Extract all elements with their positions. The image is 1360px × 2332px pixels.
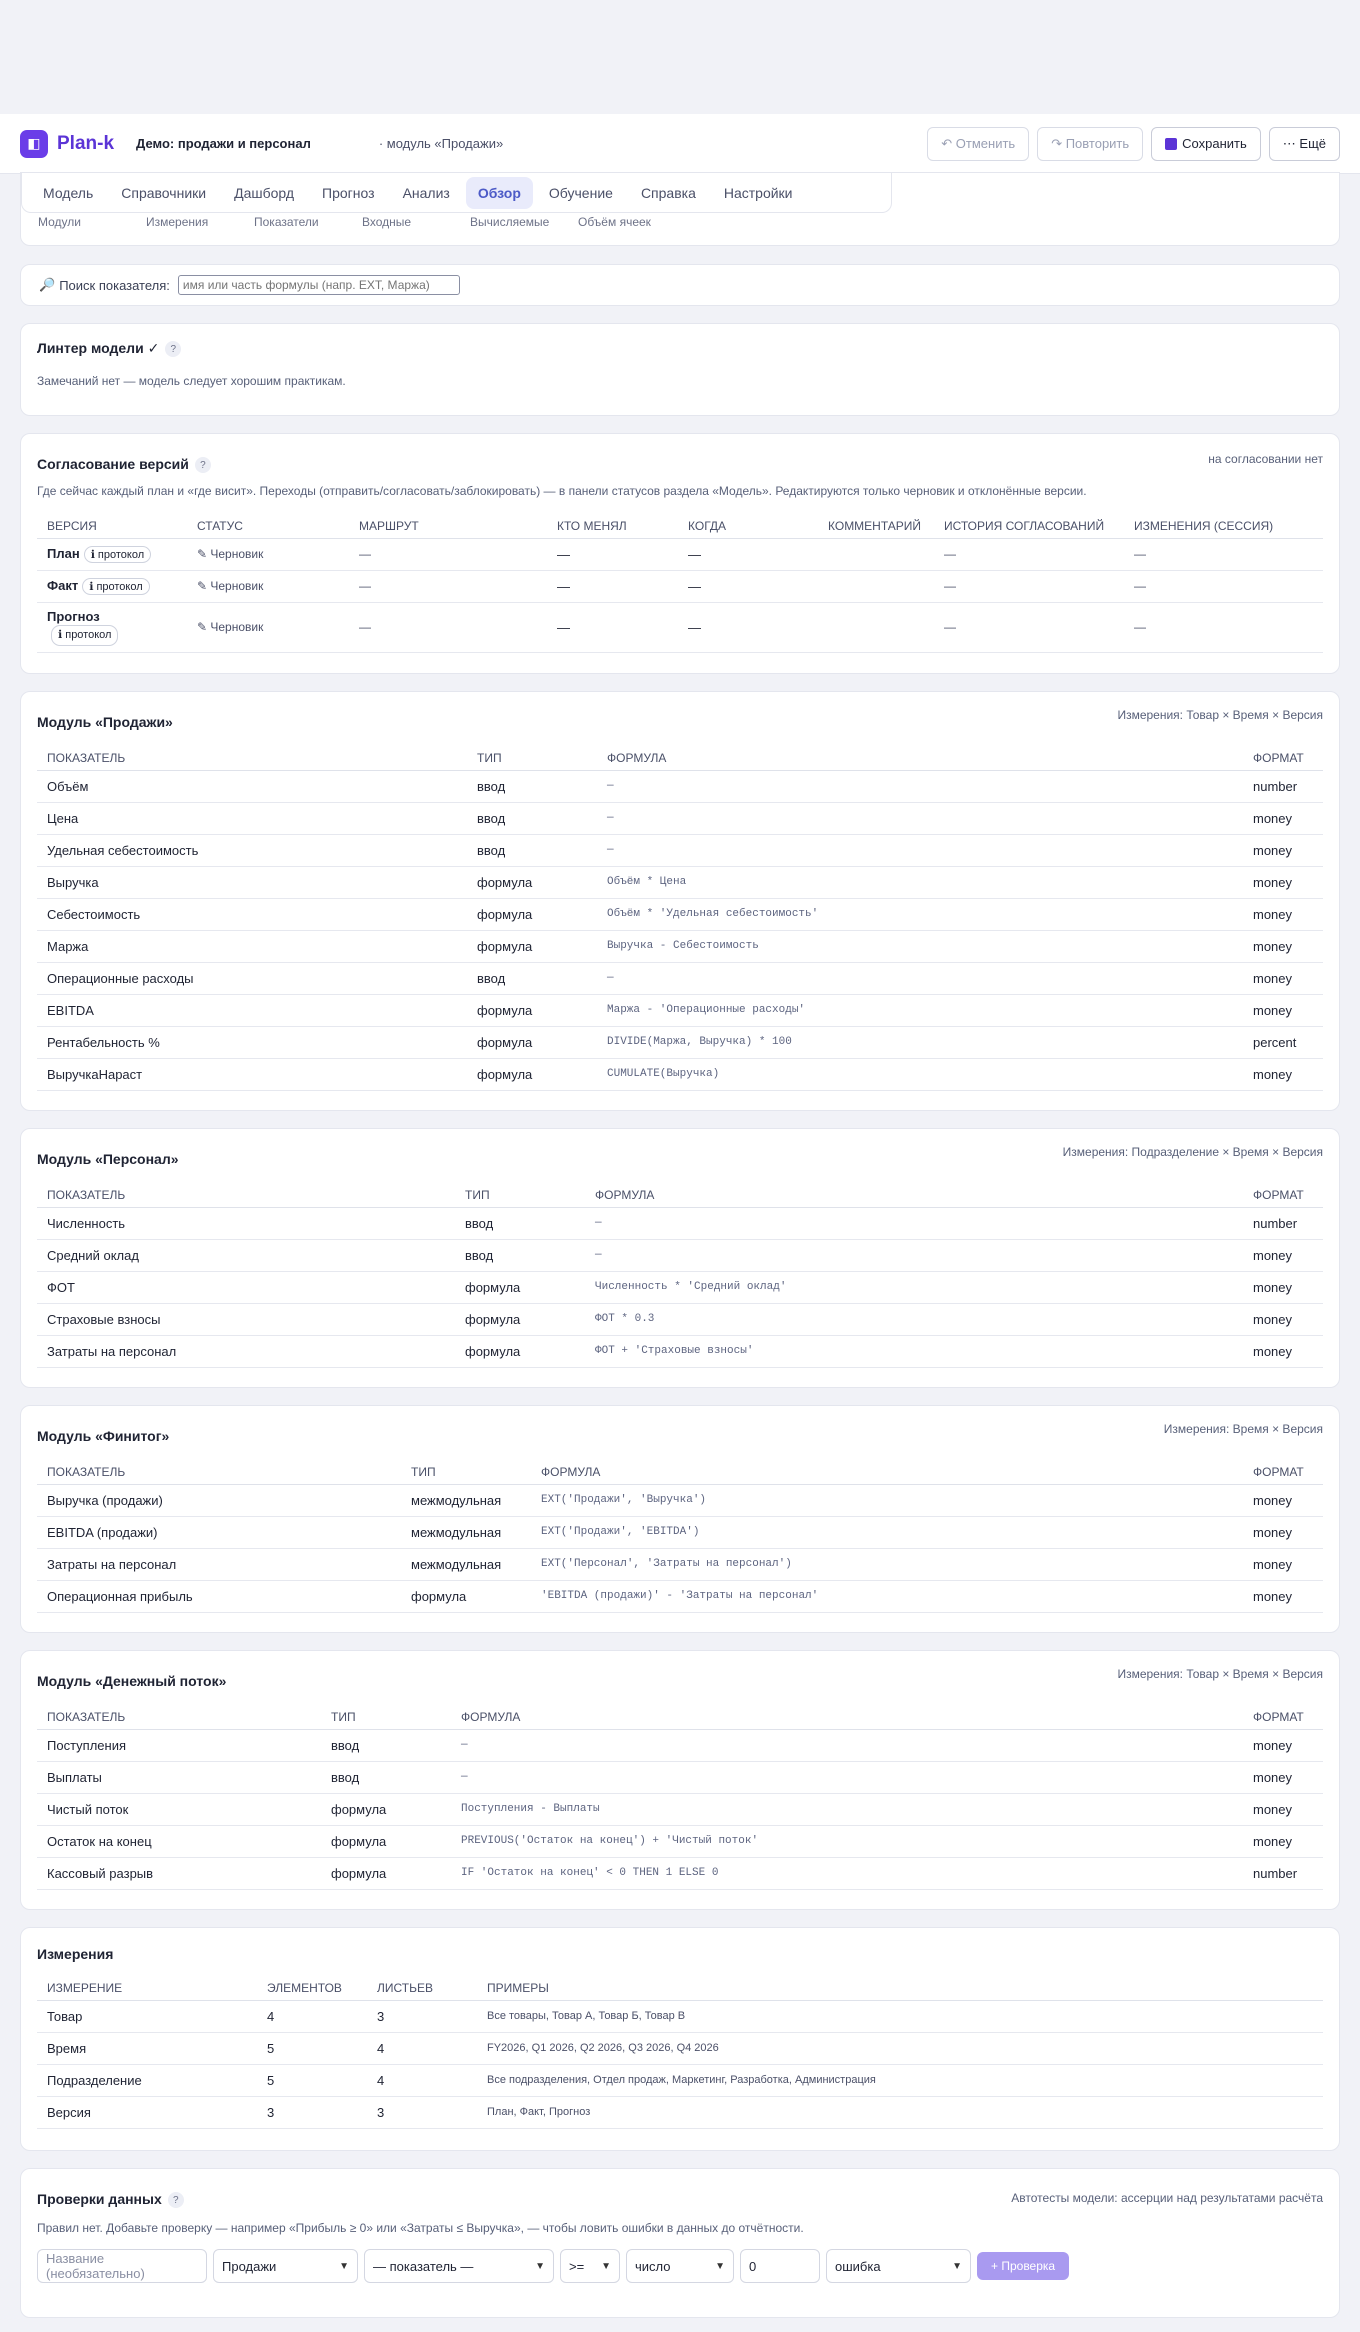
col-version: ВЕРСИЯ — [37, 514, 187, 538]
top-spacer — [0, 0, 1360, 114]
help-icon[interactable]: ? — [195, 457, 211, 473]
metric-formula: ФОТ * 0.3 — [585, 1303, 1243, 1335]
versions-description: Где сейчас каждый план и «где висит». Переходы (отправить/согласовать/заблокировать) — в панели статусов раздела «Модель». Редактируются только черновик и отклонённые версии. — [37, 484, 1087, 498]
chevron-down-icon: ▼ — [339, 2260, 349, 2272]
versions-pending-note: на согласовании нет — [1208, 452, 1323, 466]
metric-format: money — [1243, 1761, 1323, 1793]
protocol-badge[interactable]: ℹ протокол — [82, 578, 149, 595]
metric-type: ввод — [467, 802, 597, 834]
module-dimensions: Измерения: Товар × Время × Версия — [1117, 1667, 1323, 1681]
col-format: ФОРМАТ — [1243, 1183, 1323, 1207]
overview-subnav — [38, 215, 686, 229]
value-kind-select[interactable] — [626, 2249, 734, 2283]
metric-formula: — — [585, 1239, 1243, 1271]
col-dimension: ИЗМЕРЕНИЕ — [37, 1976, 257, 2000]
table-row[interactable] — [37, 866, 1323, 898]
metric-name: Удельная себестоимость — [37, 834, 467, 866]
metric-format: money — [1243, 930, 1323, 962]
metric-format: money — [1243, 994, 1323, 1026]
metric-formula: Объём * Цена — [597, 866, 1243, 898]
search-input[interactable] — [178, 275, 460, 295]
subnav-cell-volume[interactable]: Объём ячеек — [578, 215, 651, 229]
redo-button[interactable]: ↷ Повторить — [1037, 127, 1143, 161]
metrics-table — [37, 746, 1323, 1091]
dimensions-table — [37, 1976, 1323, 2129]
table-row — [37, 2064, 1323, 2096]
metric-name: Поступления — [37, 1729, 321, 1761]
module-select[interactable] — [213, 2249, 358, 2283]
metric-name: Объём — [37, 770, 467, 802]
metric-type: формула — [455, 1335, 585, 1367]
header-actions — [927, 127, 1340, 161]
metric-name: ФОТ — [37, 1271, 455, 1303]
subnav-metrics[interactable]: Показатели — [254, 215, 319, 229]
col-history: ИСТОРИЯ СОГЛАСОВАНИЙ — [934, 514, 1124, 538]
tab-help[interactable]: Справка — [640, 184, 696, 201]
col-type: ТИП — [455, 1183, 585, 1207]
dim-examples: Все товары, Товар А, Товар Б, Товар В — [477, 2000, 1323, 2032]
version-changes: — — [1124, 570, 1323, 602]
metric-type: формула — [455, 1303, 585, 1335]
metric-type: ввод — [321, 1761, 451, 1793]
col-changes: ИЗМЕНЕНИЯ (СЕССИЯ) — [1124, 514, 1323, 538]
module-table-wrap — [37, 1183, 1323, 1368]
col-who: КТО МЕНЯЛ — [547, 514, 678, 538]
metric-name: Численность — [37, 1207, 455, 1239]
metric-name: Операционные расходы — [37, 962, 467, 994]
table-row — [37, 2000, 1323, 2032]
dim-name: Версия — [37, 2096, 257, 2128]
dim-elements: 5 — [257, 2032, 367, 2064]
dim-elements: 3 — [257, 2096, 367, 2128]
metric-formula: EXT('Персонал', 'Затраты на персонал') — [531, 1548, 1243, 1580]
table-row[interactable] — [37, 962, 1323, 994]
chevron-down-icon: ▼ — [952, 2260, 962, 2272]
metric-name: Остаток на конец — [37, 1825, 321, 1857]
severity-select[interactable] — [826, 2249, 971, 2283]
table-row[interactable] — [37, 1026, 1323, 1058]
operator-select-value: >= — [569, 2258, 585, 2274]
module-dimensions: Измерения: Время × Версия — [1163, 1422, 1323, 1436]
help-icon[interactable]: ? — [165, 341, 181, 357]
dimensions-title: Измерения — [37, 1946, 114, 1962]
metric-formula: — — [597, 962, 1243, 994]
metric-name: EBITDA (продажи) — [37, 1516, 401, 1548]
metric-formula: Численность * 'Средний оклад' — [585, 1271, 1243, 1303]
dim-examples: FY2026, Q1 2026, Q2 2026, Q3 2026, Q4 2026 — [477, 2032, 1323, 2064]
subnav-calculated[interactable]: Вычисляемые — [470, 215, 550, 229]
table-row — [37, 602, 1323, 652]
chevron-down-icon: ▼ — [535, 2260, 545, 2272]
metric-type: формула — [467, 994, 597, 1026]
version-status: ✎ Черновик — [187, 602, 349, 652]
subnav-dimensions[interactable]: Измерения — [146, 215, 209, 229]
dim-elements: 5 — [257, 2064, 367, 2096]
module-title: Модуль «Персонал» — [37, 1151, 179, 1167]
metric-format: money — [1243, 1484, 1323, 1516]
metric-name: Выплаты — [37, 1761, 321, 1793]
value-kind-select-value: число — [635, 2258, 671, 2274]
metric-type: формула — [467, 898, 597, 930]
metric-formula: — — [597, 802, 1243, 834]
table-row[interactable] — [37, 898, 1323, 930]
dim-elements: 4 — [257, 2000, 367, 2032]
metric-formula: DIVIDE(Маржа, Выручка) * 100 — [597, 1026, 1243, 1058]
metric-name: Операционная прибыль — [37, 1580, 401, 1612]
table-row[interactable] — [37, 1058, 1323, 1090]
metric-formula: CUMULATE(Выручка) — [597, 1058, 1243, 1090]
metric-formula: ФОТ + 'Страховые взносы' — [585, 1335, 1243, 1367]
col-type: ТИП — [401, 1460, 531, 1484]
metric-format: money — [1243, 1303, 1323, 1335]
checks-title: Проверки данных — [37, 2191, 162, 2207]
chevron-down-icon: ▼ — [715, 2260, 725, 2272]
more-button[interactable]: ⋯ Ещё — [1269, 127, 1340, 161]
metric-format: money — [1243, 834, 1323, 866]
module-breadcrumb: · модуль «Продажи» — [378, 136, 504, 151]
metric-type: ввод — [467, 962, 597, 994]
version-status: ✎ Черновик — [187, 570, 349, 602]
module-dimensions: Измерения: Товар × Время × Версия — [1117, 708, 1323, 722]
module-title: Модуль «Продажи» — [37, 714, 173, 730]
version-history: — — [934, 538, 1124, 570]
metric-type: межмодульная — [401, 1548, 531, 1580]
table-row[interactable] — [37, 770, 1323, 802]
navigation-card — [20, 172, 1340, 246]
metric-type: ввод — [455, 1239, 585, 1271]
metric-format: money — [1243, 1516, 1323, 1548]
metric-formula: EXT('Продажи', 'EBITDA') — [531, 1516, 1243, 1548]
metric-format: money — [1243, 802, 1323, 834]
metric-name: Кассовый разрыв — [37, 1857, 321, 1889]
metric-type: межмодульная — [401, 1516, 531, 1548]
metric-format: number — [1243, 1207, 1323, 1239]
dim-name: Товар — [37, 2000, 257, 2032]
metric-type: формула — [467, 1026, 597, 1058]
app-header — [0, 114, 1360, 174]
table-row — [37, 570, 1323, 602]
metric-type: ввод — [467, 770, 597, 802]
version-when: — — [678, 570, 818, 602]
metrics-table — [37, 1460, 1323, 1613]
table-row[interactable] — [37, 930, 1323, 962]
col-leaves: ЛИСТЬЕВ — [367, 1976, 477, 2000]
col-formula: ФОРМУЛА — [585, 1183, 1243, 1207]
help-icon[interactable]: ? — [168, 2192, 184, 2208]
linter-title: Линтер модели ✓ — [37, 340, 160, 356]
metric-format: money — [1243, 1058, 1323, 1090]
table-row[interactable] — [37, 1548, 1323, 1580]
table-row[interactable] — [37, 1239, 1323, 1271]
metric-select-value: — показатель — — [373, 2258, 474, 2274]
versions-title: Согласование версий — [37, 456, 189, 472]
module-card — [20, 1128, 1340, 1388]
version-when: — — [678, 538, 818, 570]
table-row — [37, 538, 1323, 570]
metric-name: Рентабельность % — [37, 1026, 467, 1058]
metrics-table — [37, 1183, 1323, 1368]
add-check-form — [37, 2249, 1069, 2283]
metric-format: number — [1243, 770, 1323, 802]
version-changes: — — [1124, 602, 1323, 652]
metric-type: формула — [321, 1793, 451, 1825]
dimensions-table-wrap — [37, 1976, 1323, 2129]
col-formula: ФОРМУЛА — [597, 746, 1243, 770]
col-type: ТИП — [467, 746, 597, 770]
search-card — [20, 264, 1340, 306]
metric-format: money — [1243, 962, 1323, 994]
table-row[interactable] — [37, 1484, 1323, 1516]
col-format: ФОРМАТ — [1243, 746, 1323, 770]
module-card — [20, 1405, 1340, 1633]
table-row[interactable] — [37, 1857, 1323, 1889]
metric-formula: PREVIOUS('Остаток на конец') + 'Чистый поток' — [451, 1825, 1243, 1857]
tab-dashboard[interactable]: Дашборд — [234, 184, 295, 201]
table-row[interactable] — [37, 802, 1323, 834]
metric-type: ввод — [467, 834, 597, 866]
metric-name: Цена — [37, 802, 467, 834]
metric-formula: 'EBITDA (продажи)' - 'Затраты на персонал' — [531, 1580, 1243, 1612]
metric-type: формула — [467, 930, 597, 962]
dim-name: Время — [37, 2032, 257, 2064]
save-icon — [1165, 138, 1177, 150]
dim-name: Подразделение — [37, 2064, 257, 2096]
metric-format: money — [1243, 898, 1323, 930]
versions-table-wrap — [37, 514, 1323, 653]
table-row[interactable] — [37, 834, 1323, 866]
table-row[interactable] — [37, 1761, 1323, 1793]
version-comment — [818, 570, 934, 602]
undo-button[interactable]: ↶ Отменить — [927, 127, 1029, 161]
version-route: — — [349, 570, 547, 602]
metric-name: EBITDA — [37, 994, 467, 1026]
version-route: — — [349, 602, 547, 652]
version-name: Факт — [47, 577, 79, 593]
metric-type: формула — [467, 1058, 597, 1090]
dim-examples: План, Факт, Прогноз — [477, 2096, 1323, 2128]
metric-formula: — — [451, 1761, 1243, 1793]
version-history: — — [934, 570, 1124, 602]
col-metric: ПОКАЗАТЕЛЬ — [37, 1183, 455, 1207]
metric-format: percent — [1243, 1026, 1323, 1058]
protocol-badge[interactable]: ℹ протокол — [51, 625, 118, 646]
table-row[interactable] — [37, 1207, 1323, 1239]
table-row[interactable] — [37, 994, 1323, 1026]
protocol-badge[interactable]: ℹ протокол — [84, 546, 151, 563]
search-icon: 🔎 — [39, 277, 56, 292]
metric-name: Страховые взносы — [37, 1303, 455, 1335]
metric-formula: Выручка - Себестоимость — [597, 930, 1243, 962]
metric-formula: Объём * 'Удельная себестоимость' — [597, 898, 1243, 930]
tab-settings[interactable]: Настройки — [723, 184, 793, 201]
metric-format: money — [1243, 1580, 1323, 1612]
chevron-down-icon: ▼ — [601, 2260, 611, 2272]
table-row[interactable] — [37, 1580, 1323, 1612]
metric-format: money — [1243, 1335, 1323, 1367]
operator-select[interactable] — [560, 2249, 620, 2283]
tab-overview[interactable]: Обзор — [466, 177, 533, 209]
logo-icon: ◧ — [20, 130, 48, 158]
metric-type: формула — [455, 1271, 585, 1303]
metric-format: money — [1243, 1793, 1323, 1825]
version-name: Прогноз — [47, 609, 100, 624]
versions-card — [20, 433, 1340, 674]
version-route: — — [349, 538, 547, 570]
table-row — [37, 2032, 1323, 2064]
col-metric: ПОКАЗАТЕЛЬ — [37, 1460, 401, 1484]
metric-formula: — — [451, 1729, 1243, 1761]
metric-type: ввод — [321, 1729, 451, 1761]
col-type: ТИП — [321, 1705, 451, 1729]
tab-directories[interactable]: Справочники — [121, 184, 207, 201]
col-examples: ПРИМЕРЫ — [477, 1976, 1323, 2000]
version-name: План — [47, 545, 80, 561]
severity-select-value: ошибка — [835, 2258, 881, 2274]
dim-leaves: 3 — [367, 2000, 477, 2032]
col-route: МАРШРУТ — [349, 514, 547, 538]
table-row[interactable] — [37, 1825, 1323, 1857]
dim-examples: Все подразделения, Отдел продаж, Маркетинг, Разработка, Администрация — [477, 2064, 1323, 2096]
col-format: ФОРМАТ — [1243, 1460, 1323, 1484]
version-comment — [818, 538, 934, 570]
data-checks-card — [20, 2168, 1340, 2318]
checks-description: Правил нет. Добавьте проверку — например «Прибыль ≥ 0» или «Затраты ≤ Выручка», — чтобы ловить ошибки в данных до отчётности. — [37, 2221, 804, 2235]
tab-forecast[interactable]: Прогноз — [322, 184, 375, 201]
col-metric: ПОКАЗАТЕЛЬ — [37, 746, 467, 770]
table-row — [37, 2096, 1323, 2128]
linter-card — [20, 323, 1340, 416]
main-tabs — [21, 173, 892, 213]
add-check-button[interactable]: + Проверка — [977, 2252, 1069, 2280]
metric-name: ВыручкаНараст — [37, 1058, 467, 1090]
col-formula: ФОРМУЛА — [451, 1705, 1243, 1729]
table-row[interactable] — [37, 1793, 1323, 1825]
subnav-modules[interactable]: Модули — [38, 215, 81, 229]
dim-leaves: 4 — [367, 2032, 477, 2064]
col-status: СТАТУС — [187, 514, 349, 538]
metric-format: money — [1243, 1548, 1323, 1580]
save-button-label: Сохранить — [1182, 136, 1247, 151]
metric-name: Выручка — [37, 866, 467, 898]
version-changes: — — [1124, 538, 1323, 570]
metric-name: Затраты на персонал — [37, 1548, 401, 1580]
col-format: ФОРМАТ — [1243, 1705, 1323, 1729]
table-row[interactable] — [37, 1516, 1323, 1548]
project-title: Демо: продажи и персонал — [136, 136, 311, 151]
version-history: — — [934, 602, 1124, 652]
metric-formula: Поступления - Выплаты — [451, 1793, 1243, 1825]
module-table-wrap — [37, 1460, 1323, 1613]
table-row[interactable] — [37, 1335, 1323, 1367]
module-card — [20, 1650, 1340, 1910]
col-metric: ПОКАЗАТЕЛЬ — [37, 1705, 321, 1729]
app-logo-text[interactable]: Plan-k — [57, 132, 115, 154]
metric-format: money — [1243, 1825, 1323, 1857]
metric-formula: — — [597, 770, 1243, 802]
search-label: Поиск показателя: — [59, 277, 170, 293]
version-who: — — [547, 602, 678, 652]
version-comment — [818, 602, 934, 652]
metric-select[interactable] — [364, 2249, 554, 2283]
version-status: ✎ Черновик — [187, 538, 349, 570]
tab-learning[interactable]: Обучение — [548, 184, 613, 201]
dim-leaves: 4 — [367, 2064, 477, 2096]
metric-format: money — [1243, 1729, 1323, 1761]
metric-name: Маржа — [37, 930, 467, 962]
module-table-wrap — [37, 746, 1323, 1091]
module-card — [20, 691, 1340, 1111]
metric-name: Затраты на персонал — [37, 1335, 455, 1367]
metric-name: Выручка (продажи) — [37, 1484, 401, 1516]
version-who: — — [547, 538, 678, 570]
metric-format: money — [1243, 1239, 1323, 1271]
metric-name: Средний оклад — [37, 1239, 455, 1271]
col-elements: ЭЛЕМЕНТОВ — [257, 1976, 367, 2000]
metric-format: money — [1243, 1271, 1323, 1303]
metric-type: межмодульная — [401, 1484, 531, 1516]
table-row[interactable] — [37, 1271, 1323, 1303]
dimensions-card — [20, 1927, 1340, 2151]
tab-analysis[interactable]: Анализ — [402, 184, 450, 201]
version-when: — — [678, 602, 818, 652]
module-table-wrap — [37, 1705, 1323, 1890]
metric-format: money — [1243, 866, 1323, 898]
metric-formula: IF 'Остаток на конец' < 0 THEN 1 ELSE 0 — [451, 1857, 1243, 1889]
col-when: КОГДА — [678, 514, 818, 538]
tab-model[interactable]: Модель — [43, 184, 94, 201]
metric-type: ввод — [455, 1207, 585, 1239]
version-who: — — [547, 570, 678, 602]
table-row[interactable] — [37, 1729, 1323, 1761]
versions-table — [37, 514, 1323, 653]
col-formula: ФОРМУЛА — [531, 1460, 1243, 1484]
metrics-table — [37, 1705, 1323, 1890]
table-row[interactable] — [37, 1303, 1323, 1335]
metric-formula: — — [585, 1207, 1243, 1239]
metric-type: формула — [321, 1825, 451, 1857]
checks-note: Автотесты модели: ассерции над результатами расчёта — [1011, 2191, 1323, 2205]
check-name-field[interactable]: Название (необязательно) — [37, 2249, 207, 2283]
linter-text: Замечаний нет — модель следует хорошим практикам. — [37, 374, 346, 388]
metric-name: Себестоимость — [37, 898, 467, 930]
module-title: Модуль «Финитог» — [37, 1428, 170, 1444]
metric-formula: — — [597, 834, 1243, 866]
metric-formula: EXT('Продажи', 'Выручка') — [531, 1484, 1243, 1516]
metric-type: формула — [401, 1580, 531, 1612]
metric-name: Чистый поток — [37, 1793, 321, 1825]
metric-format: number — [1243, 1857, 1323, 1889]
metric-type: формула — [321, 1857, 451, 1889]
module-title: Модуль «Денежный поток» — [37, 1673, 227, 1689]
subnav-inputs[interactable]: Входные — [362, 215, 412, 229]
save-button[interactable] — [1151, 127, 1261, 161]
metric-formula: Маржа - 'Операционные расходы' — [597, 994, 1243, 1026]
metric-type: формула — [467, 866, 597, 898]
col-comment: КОММЕНТАРИЙ — [818, 514, 934, 538]
dim-leaves: 3 — [367, 2096, 477, 2128]
module-select-value: Продажи — [222, 2258, 277, 2274]
module-dimensions: Измерения: Подразделение × Время × Версия — [1062, 1145, 1323, 1159]
value-input[interactable]: 0 — [740, 2249, 820, 2283]
